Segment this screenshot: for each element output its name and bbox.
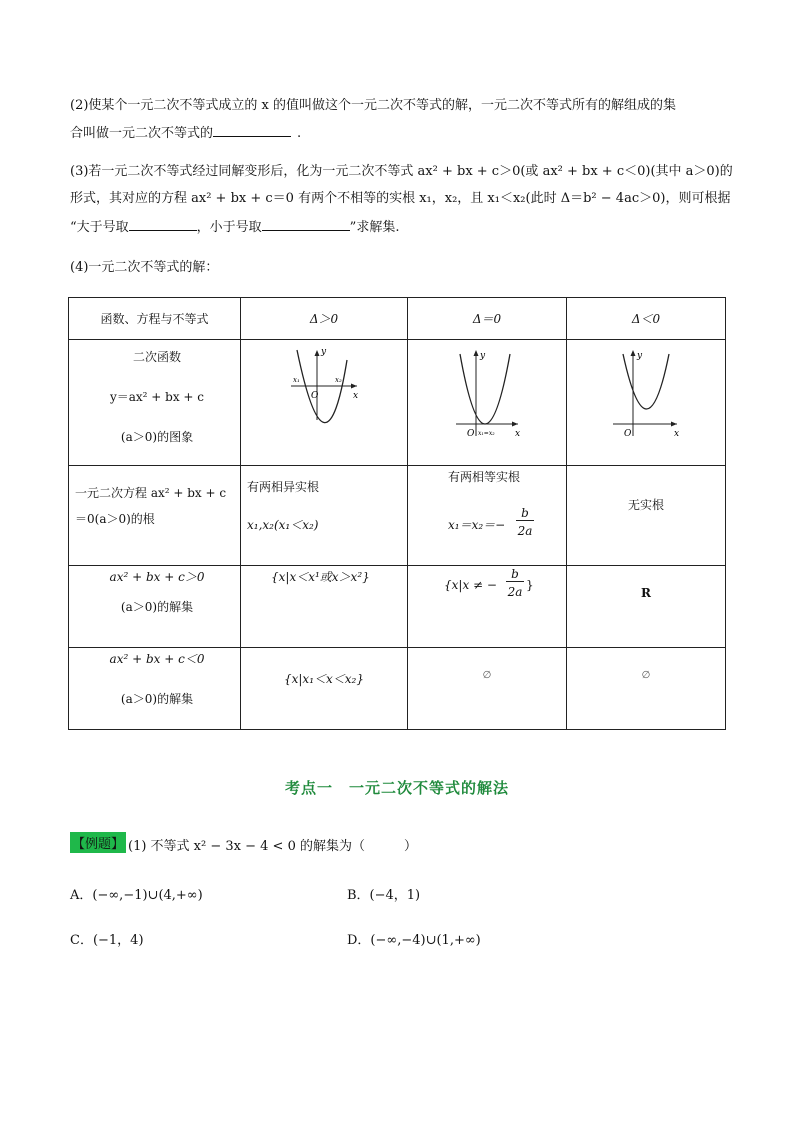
origin-label: O	[467, 429, 475, 439]
option-a[interactable]: A．(−∞,−1)∪(4,+∞)	[70, 888, 203, 903]
x-axis-label: x	[674, 429, 680, 439]
row-label: ax² + bx + c＜0	[109, 652, 205, 666]
paragraph-3-line-1: (3)若一元二次不等式经过同解变形后，化为一元二次不等式 ax² + bx + c＞0(或 ax² + bx + c＜0)(其中 a＞0)的	[70, 164, 733, 179]
row-label: ax² + bx + c＞0	[109, 570, 205, 584]
roots-cell	[241, 466, 408, 566]
x-axis-arrow	[512, 422, 518, 427]
y-axis-label: y	[637, 351, 643, 361]
y-axis-label: y	[480, 351, 486, 361]
x-axis-arrow	[671, 422, 677, 427]
fraction-numerator: b	[516, 506, 534, 521]
answer-blank[interactable]	[213, 122, 291, 137]
header-cell	[69, 298, 241, 340]
table-header-row	[69, 298, 726, 340]
paragraph-3-text-c: ”求解集.	[349, 220, 400, 235]
option-b[interactable]: B．(−4，1)	[347, 888, 421, 903]
solution-set-left: {x|x ≠ −	[444, 578, 497, 592]
row-label-cell	[69, 466, 241, 566]
paragraph-2-line-1: (2)使某个一元二次不等式成立的 x 的值叫做这个一元二次不等式的解，一元二次不等式所有的解组成的集	[70, 98, 677, 113]
table-row-greater	[69, 566, 726, 648]
roots-cell	[408, 466, 567, 566]
origin-label: O	[311, 391, 319, 401]
solution-cell	[567, 566, 726, 648]
graph-cell	[408, 340, 567, 466]
row-label-cell	[69, 340, 241, 466]
double-root-label: x₁=x₂	[478, 430, 495, 437]
solution-cell	[241, 648, 408, 730]
paragraph-3-line-3	[70, 216, 730, 238]
two-roots-formula: x₁,x₂(x₁＜x₂)	[247, 518, 319, 532]
solution-cell	[408, 648, 567, 730]
graph-cell	[567, 340, 726, 466]
solution-set: {x|x＜x¹或x＞x²}	[271, 570, 370, 584]
answer-blank-greater[interactable]	[129, 216, 197, 231]
empty-set-symbol: ∅	[482, 670, 492, 681]
empty-set-symbol: ∅	[641, 670, 651, 681]
solution-set-reals: R	[641, 586, 651, 600]
example-question: (1) 不等式 x² − 3x − 4 < 0 的解集为（ ）	[128, 839, 417, 854]
table-row-roots	[69, 466, 726, 566]
answer-blank-less[interactable]	[262, 216, 350, 231]
fraction-denominator: 2a	[507, 585, 523, 599]
origin-label: O	[624, 429, 632, 439]
row-label: (a＞0)的图象	[120, 429, 194, 444]
fraction-denominator: 2a	[517, 524, 533, 538]
row-label: (a＞0)的解集	[120, 692, 194, 706]
header-cell	[567, 298, 726, 340]
table-row-less	[69, 648, 726, 730]
parabola-curve	[460, 354, 510, 424]
paragraph-2-period: .	[297, 126, 302, 141]
header-label: Δ＝0	[472, 312, 502, 326]
header-label: Δ＜0	[631, 312, 661, 326]
paragraph-4: (4)一元二次不等式的解：	[70, 260, 219, 275]
parabola-two-roots-graph	[241, 340, 407, 462]
header-cell	[241, 298, 408, 340]
header-cell	[408, 298, 567, 340]
row-label-cell	[69, 648, 241, 730]
two-roots-text: 有两相异实根	[247, 480, 320, 494]
row-label: (a＞0)的解集	[120, 600, 194, 614]
paragraph-3-text-a: “大于号取	[70, 220, 129, 235]
graph-cell	[241, 340, 408, 466]
solution-cell	[408, 566, 567, 648]
row-label: y＝ax² + bx + c	[109, 389, 205, 404]
section-title: 考点一 一元二次不等式的解法	[284, 779, 509, 797]
y-axis-label: y	[321, 347, 327, 357]
no-roots-text: 无实根	[627, 498, 664, 512]
fraction-numerator: b	[506, 567, 524, 582]
equal-roots-formula: x₁＝x₂＝−	[448, 518, 506, 532]
paragraph-3-text-b: ，小于号取	[196, 220, 262, 235]
row-label-cell	[69, 566, 241, 648]
paragraph-2-line-2	[70, 122, 730, 144]
y-axis-arrow	[474, 350, 479, 356]
option-c[interactable]: C．(−1，4)	[70, 933, 144, 948]
row-label: 一元二次方程 ax² + bx + c	[75, 486, 227, 500]
example-tag: 【例题】	[70, 832, 126, 853]
paragraph-2-text: 合叫做一元二次不等式的	[70, 126, 214, 141]
solution-set-right: }	[526, 578, 534, 592]
roots-cell	[567, 466, 726, 566]
inequality-table	[68, 297, 726, 730]
root-x1-label: x₁	[293, 376, 300, 384]
y-axis-arrow	[631, 350, 636, 356]
solution-cell	[567, 648, 726, 730]
row-label: ＝0(a＞0)的根	[75, 512, 155, 526]
table-row-graph	[69, 340, 726, 466]
equal-roots-text: 有两相等实根	[448, 470, 521, 484]
root-x2-label: x₂	[335, 376, 342, 384]
solution-cell	[241, 566, 408, 648]
x-axis-label: x	[515, 429, 521, 439]
parabola-curve	[623, 354, 669, 409]
y-axis-arrow	[315, 350, 320, 356]
parabola-no-root-graph	[567, 340, 725, 462]
x-axis-arrow	[351, 384, 357, 389]
header-label: 函数、方程与不等式	[100, 312, 209, 326]
solution-set: {x|x₁＜x＜x₂}	[283, 672, 364, 686]
parabola-one-root-graph	[408, 340, 566, 462]
paragraph-3-line-2: 形式，其对应的方程 ax² + bx + c＝0 有两个不相等的实根 x₁，x₂，且 x₁＜x₂(此时 Δ＝b² − 4ac＞0)，则可根据	[70, 191, 731, 206]
row-label: 二次函数	[132, 349, 181, 364]
header-label: Δ＞0	[309, 312, 339, 326]
option-d[interactable]: D．(−∞,−4)∪(1,+∞)	[347, 933, 481, 948]
x-axis-label: x	[353, 391, 359, 401]
